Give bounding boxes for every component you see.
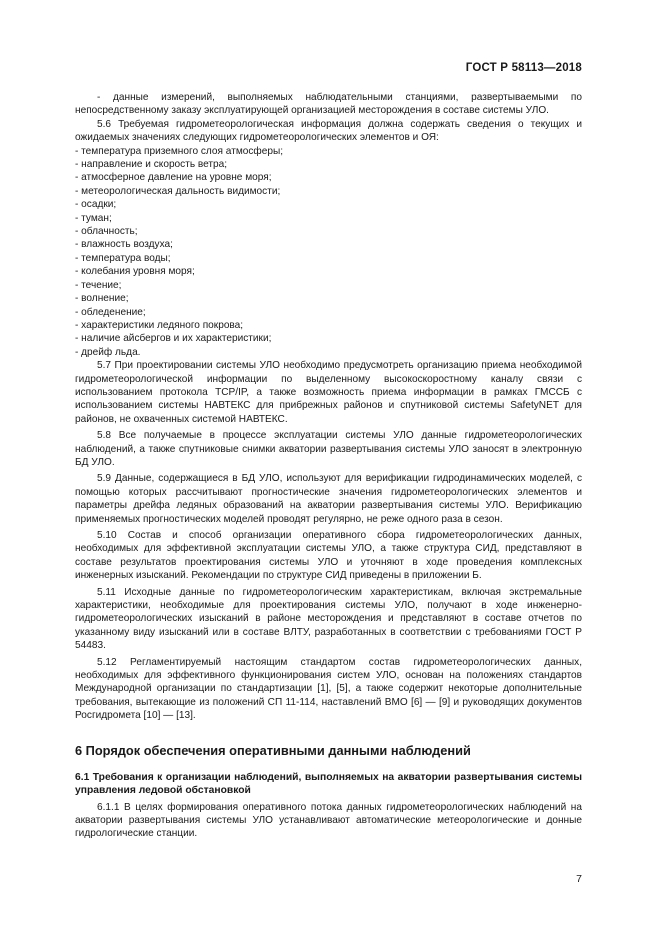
list-item: - направление и скорость ветра; (75, 159, 228, 171)
paragraph-5-11: 5.11 Исходные данные по гидрометеорологическим характеристикам, включая экстремальные характеристики, необходимые для проектирования системы УЛО, получают в ходе инженерно-гидрометеорологических изысканий в районе месторождения и представляют в составе отчетов по указанному виду изысканий или в составе ВЛТУ, разработанных в соответствии с требованиями ГОСТ Р 54483. (75, 586, 582, 652)
page-content (75, 91, 582, 841)
list-item: - температура приземного слоя атмосферы; (75, 145, 284, 157)
elements-list (75, 145, 582, 360)
paragraph-5-6: 5.6 Требуемая гидрометеорологическая информация должна содержать сведения о текущих и ожидаемых значениях следующих гидрометеорологических элементов и ОЯ: (75, 118, 582, 144)
paragraph-5-9: 5.9 Данные, содержащиеся в БД УЛО, используют для верификации гидродинамических моделей, с помощью которых рассчитывают прогностические значения гидрометеорологических элементов и параметры дрейфа ледяных образований на акватории развертывания системы УЛО. Верификацию применяемых прогностических моделей проводят регулярно, не реже одного раза в сезон. (75, 473, 582, 525)
intro-item-line1: - данные измерений, выполняемых наблюдательными станциями, развертываемыми по (97, 92, 582, 103)
list-item: - обледенение; (75, 306, 146, 318)
paragraph-5-12: 5.12 Регламентируемый настоящим стандартом состав гидрометеорологических данных, необходимых для эффективного функционирования систем УЛО, основан на положениях стандартов Международной организации по стандартизации [1], [5], а также содержит некоторые дополнительные требования, вытекающие из положений СП 11-114, наставлений ВМО [6] — [9] и руководящих документов Росгидромета [10] — [13]. (75, 656, 582, 722)
list-item: - колебания уровня моря; (75, 266, 195, 278)
page-number: 7 (576, 873, 582, 885)
list-item: - температура воды; (75, 252, 171, 264)
list-item: - характеристики ледяного покрова; (75, 319, 244, 331)
list-item: - туман; (75, 212, 112, 224)
list-item: - осадки; (75, 199, 117, 211)
list-item: - влажность воздуха; (75, 239, 173, 251)
paragraph-5-10: 5.10 Состав и способ организации оперативного сбора гидрометеорологических данных, необходимых для эффективной эксплуатации системы УЛО, а также структура СИД, представляют в составе результатов проектирования системы УЛО и уточняют в ходе проведения комплексных инженерных изысканий. Рекомендации по структуре СИД приведены в приложении Б. (75, 530, 582, 582)
document-code: ГОСТ Р 58113—2018 (465, 62, 582, 74)
paragraph-5-8: 5.8 Все получаемые в процессе эксплуатации системы УЛО данные гидрометеорологических наблюдений, а также спутниковые снимки акватории развертывания системы УЛО заносят в электронную БД УЛО. (75, 430, 582, 468)
list-item: - течение; (75, 279, 122, 291)
list-item: - волнение; (75, 293, 129, 305)
list-item: - атмосферное давление на уровне моря; (75, 172, 272, 184)
list-item: - наличие айсбергов и их характеристики; (75, 333, 272, 345)
section-6-heading: 6 Порядок обеспечения оперативными данными наблюдений (75, 742, 471, 758)
paragraph-5-7: 5.7 При проектировании системы УЛО необходимо предусмотреть организацию приема необходимой гидрометеорологической информации по выделенному высокоскоростному каналу связи с использованием протокола TCP/IP, а также возможность приема информации в рамках ГМССБ с использованием системы НАВТЕКС для прибрежных районов и спутниковой системы SafetyNET для районов, не охваченных системой НАВТЕКС. (75, 360, 582, 425)
subsection-6-1-heading: 6.1 Требования к организации наблюдений, выполняемых на акватории развертывания системы управления ледовой обстановкой (75, 771, 582, 797)
list-item: - метеорологическая дальность видимости; (75, 185, 281, 197)
intro-item-line2: непосредственному заказу эксплуатирующей организацией месторождения в составе системы УЛО. (75, 105, 549, 117)
list-item: - дрейф льда. (75, 346, 141, 358)
list-item: - облачность; (75, 226, 138, 238)
paragraph-6-1-1: 6.1.1 В целях формирования оперативного потока данных гидрометеорологических наблюдений на акватории развертывания системы УЛО устанавливают автоматические метеорологические и донные гидрологические станции. (75, 801, 582, 840)
